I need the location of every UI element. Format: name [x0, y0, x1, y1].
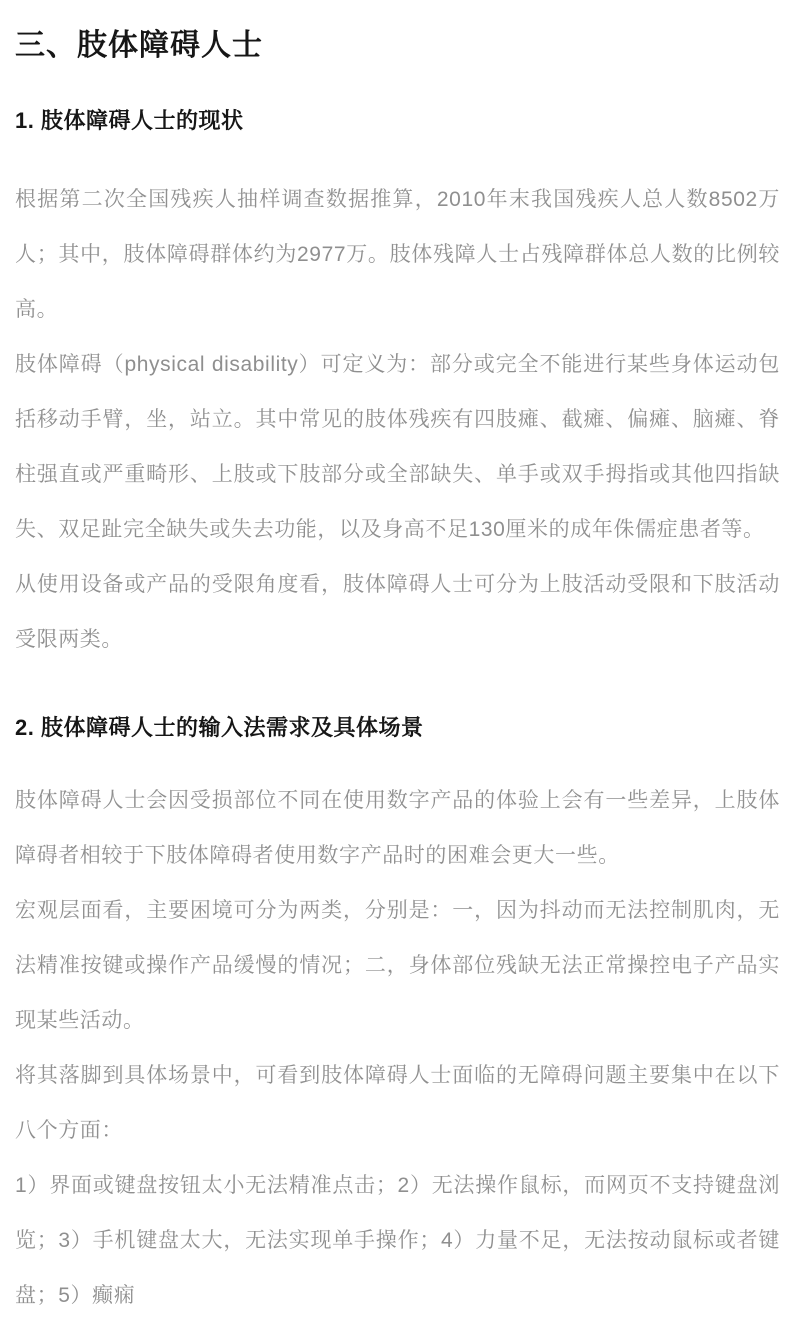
paragraph: 肢体障碍（physical disability）可定义为：部分或完全不能进行某些身体运动包括移动手臂，坐，站立。其中常见的肢体残疾有四肢瘫、截瘫、偏瘫、脑瘫、脊柱强直或严重畸形、上肢或下肢部分或全部缺失、单手或双手拇指或其他四指缺失、双足趾完全缺失或失去功能，以及身高不足130厘米的成年侏儒症患者等。 — [15, 353, 780, 541]
paragraph: 将其落脚到具体场景中，可看到肢体障碍人士面临的无障碍问题主要集中在以下八个方面： — [15, 1064, 780, 1142]
paragraph: 宏观层面看，主要困境可分为两类，分别是：一，因为抖动而无法控制肌肉，无法精准按键或操作产品缓慢的情况；二，身体部位残缺无法正常操控电子产品实现某些活动。 — [15, 899, 780, 1032]
section-heading-1: 1. 肢体障碍人士的现状 — [15, 108, 244, 133]
doc-title: 三、肢体障碍人士 — [15, 29, 263, 62]
section-current-status — [15, 106, 780, 667]
section-heading-2: 2. 肢体障碍人士的输入法需求及具体场景 — [15, 715, 424, 740]
section-body-1 — [15, 172, 780, 667]
paragraph: 根据第二次全国残疾人抽样调查数据推算，2010年末我国残疾人总人数8502万人；其中，肢体障碍群体约为2977万。肢体残障人士占残障群体总人数的比例较高。 — [15, 188, 780, 321]
paragraph: 1）界面或键盘按钮太小无法精准点击；2）无法操作鼠标，而网页不支持键盘浏览；3）手机键盘太大，无法实现单手操作；4）力量不足，无法按动鼠标或者键盘；5）癫痫 — [15, 1174, 780, 1307]
section-body-2 — [15, 773, 780, 1323]
paragraph: 从使用设备或产品的受限角度看，肢体障碍人士可分为上肢活动受限和下肢活动受限两类。 — [15, 573, 780, 651]
section-input-needs — [15, 713, 780, 1323]
paragraph: 肢体障碍人士会因受损部位不同在使用数字产品的体验上会有一些差异，上肢体障碍者相较于下肢体障碍者使用数字产品时的困难会更大一些。 — [15, 789, 780, 867]
